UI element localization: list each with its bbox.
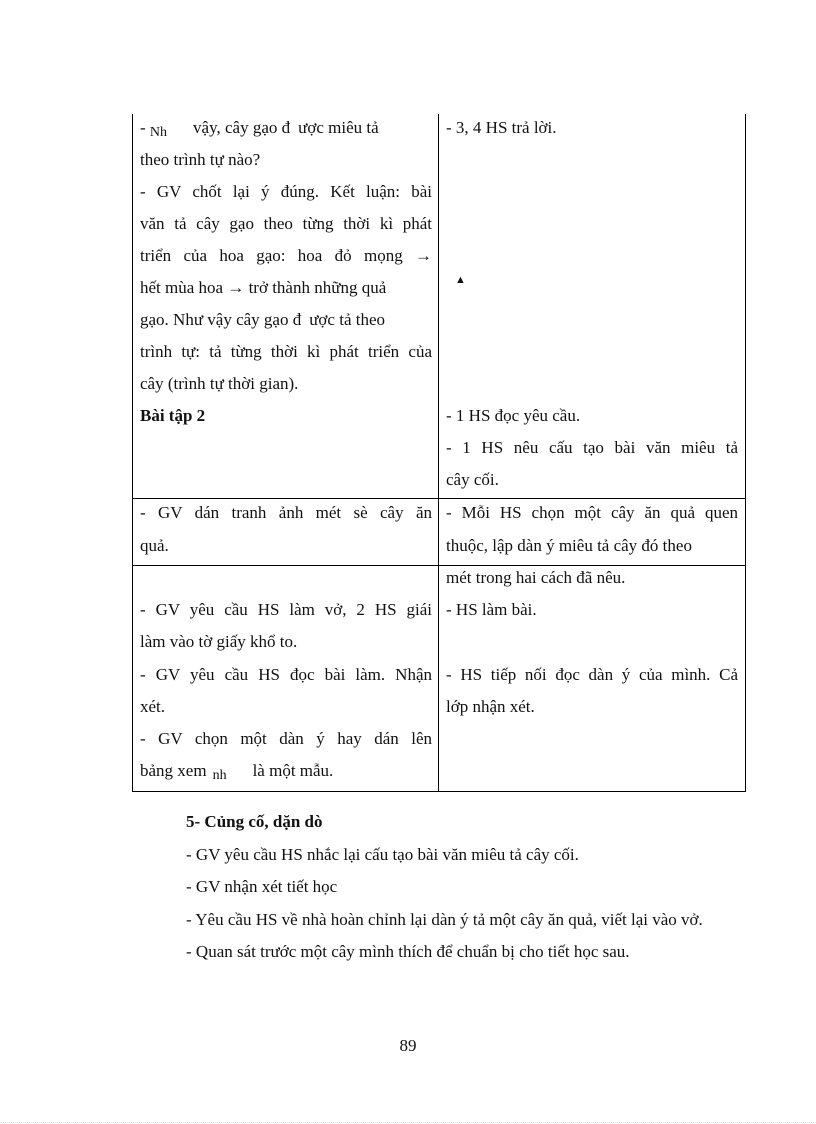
row1-right-line-2: - 1 HS đọc yêu cầu.	[446, 406, 581, 425]
section-item-3: - Yêu cầu HS về nhà hoàn chỉnh lại dàn ý tả một cây ăn quả, viết lại vào vở.	[186, 910, 703, 929]
row3-left-line-6: bảng xem nh là một mẫu.	[140, 761, 334, 783]
table-border-right	[745, 114, 746, 792]
section-item-2: - GV nhận xét tiết học	[186, 877, 338, 896]
page-number: 89	[399, 1036, 417, 1055]
section-heading: 5- Củng cố, dặn dò	[186, 812, 323, 831]
row2-left-line-2: quả.	[140, 536, 169, 555]
table-row-divider-2	[132, 565, 746, 566]
lesson-table	[132, 114, 746, 792]
row3-left-line-2: làm vào tờ giấy khổ to.	[140, 632, 298, 651]
row1-right-line-3: - 1 HS nêu cấu tạo bài văn miêu tả	[446, 438, 738, 457]
abbrev-nh: nh	[212, 768, 227, 783]
row1-left-line-9: cây (trình tự thời gian).	[140, 374, 299, 393]
row3-left-line-5: - GV chọn một dàn ý hay dán lên	[140, 729, 432, 748]
row1-left-line-4: văn tả cây gạo theo từng thời kì phát	[140, 214, 432, 233]
exercise-2-heading: Bài tập 2	[140, 406, 206, 425]
table-border-left	[132, 114, 133, 792]
triangle-marker-icon: ▲	[455, 274, 466, 286]
row3-left-line-1: - GV yêu cầu HS làm vở, 2 HS giái	[140, 600, 432, 619]
row3-right-line-3: - HS tiếp nối đọc dàn ý của mình. Cả	[446, 665, 738, 684]
section-item-1: - GV yêu cầu HS nhắc lại cấu tạo bài văn miêu tả cây cối.	[186, 845, 579, 864]
row3-right-line-1: mét trong hai cách đã nêu.	[446, 568, 626, 587]
row2-right-line-2: thuộc, lập dàn ý miêu tả cây đó theo	[446, 536, 692, 555]
row3-left-line-4: xét.	[140, 697, 166, 716]
table-border-bottom	[132, 791, 746, 792]
row1-left-line-2: theo trình tự nào?	[140, 150, 261, 169]
row1-left-line-5: triển của hoa gạo: hoa đỏ mọng →	[140, 246, 432, 265]
row3-right-line-4: lớp nhận xét.	[446, 697, 535, 716]
row1-left-line-6: hết mùa hoa → trở thành những quả	[140, 278, 387, 297]
row1-left-line-8: trình tự: tả từng thời kì phát triển của	[140, 342, 432, 361]
row3-left-line-3: - GV yêu cầu HS đọc bài làm. Nhận	[140, 665, 432, 684]
row3-right-line-2: - HS làm bài.	[446, 600, 537, 619]
row1-left-line-7: gạo. Như vậy cây gạo đ ược tả theo	[140, 310, 386, 329]
row1-left-line-1: - Nh vậy, cây gạo đ ược miêu tả	[140, 118, 379, 140]
row1-right-line-4: cây cối.	[446, 470, 499, 489]
row1-left-line-3: - GV chốt lại ý đúng. Kết luận: bài	[140, 182, 432, 201]
table-row-divider-1	[132, 498, 746, 499]
row2-left-line-1: - GV dán tranh ảnh mét sè cây ăn	[140, 503, 432, 522]
section-item-4: - Quan sát trước một cây mình thích để chuẩn bị cho tiết học sau.	[186, 942, 630, 961]
row1-right-line-1: - 3, 4 HS trả lời.	[446, 118, 557, 137]
table-column-divider	[438, 114, 439, 792]
row2-right-line-1: - Mỗi HS chọn một cây ăn quả quen	[446, 503, 738, 522]
abbrev-nh: Nh	[149, 125, 168, 140]
